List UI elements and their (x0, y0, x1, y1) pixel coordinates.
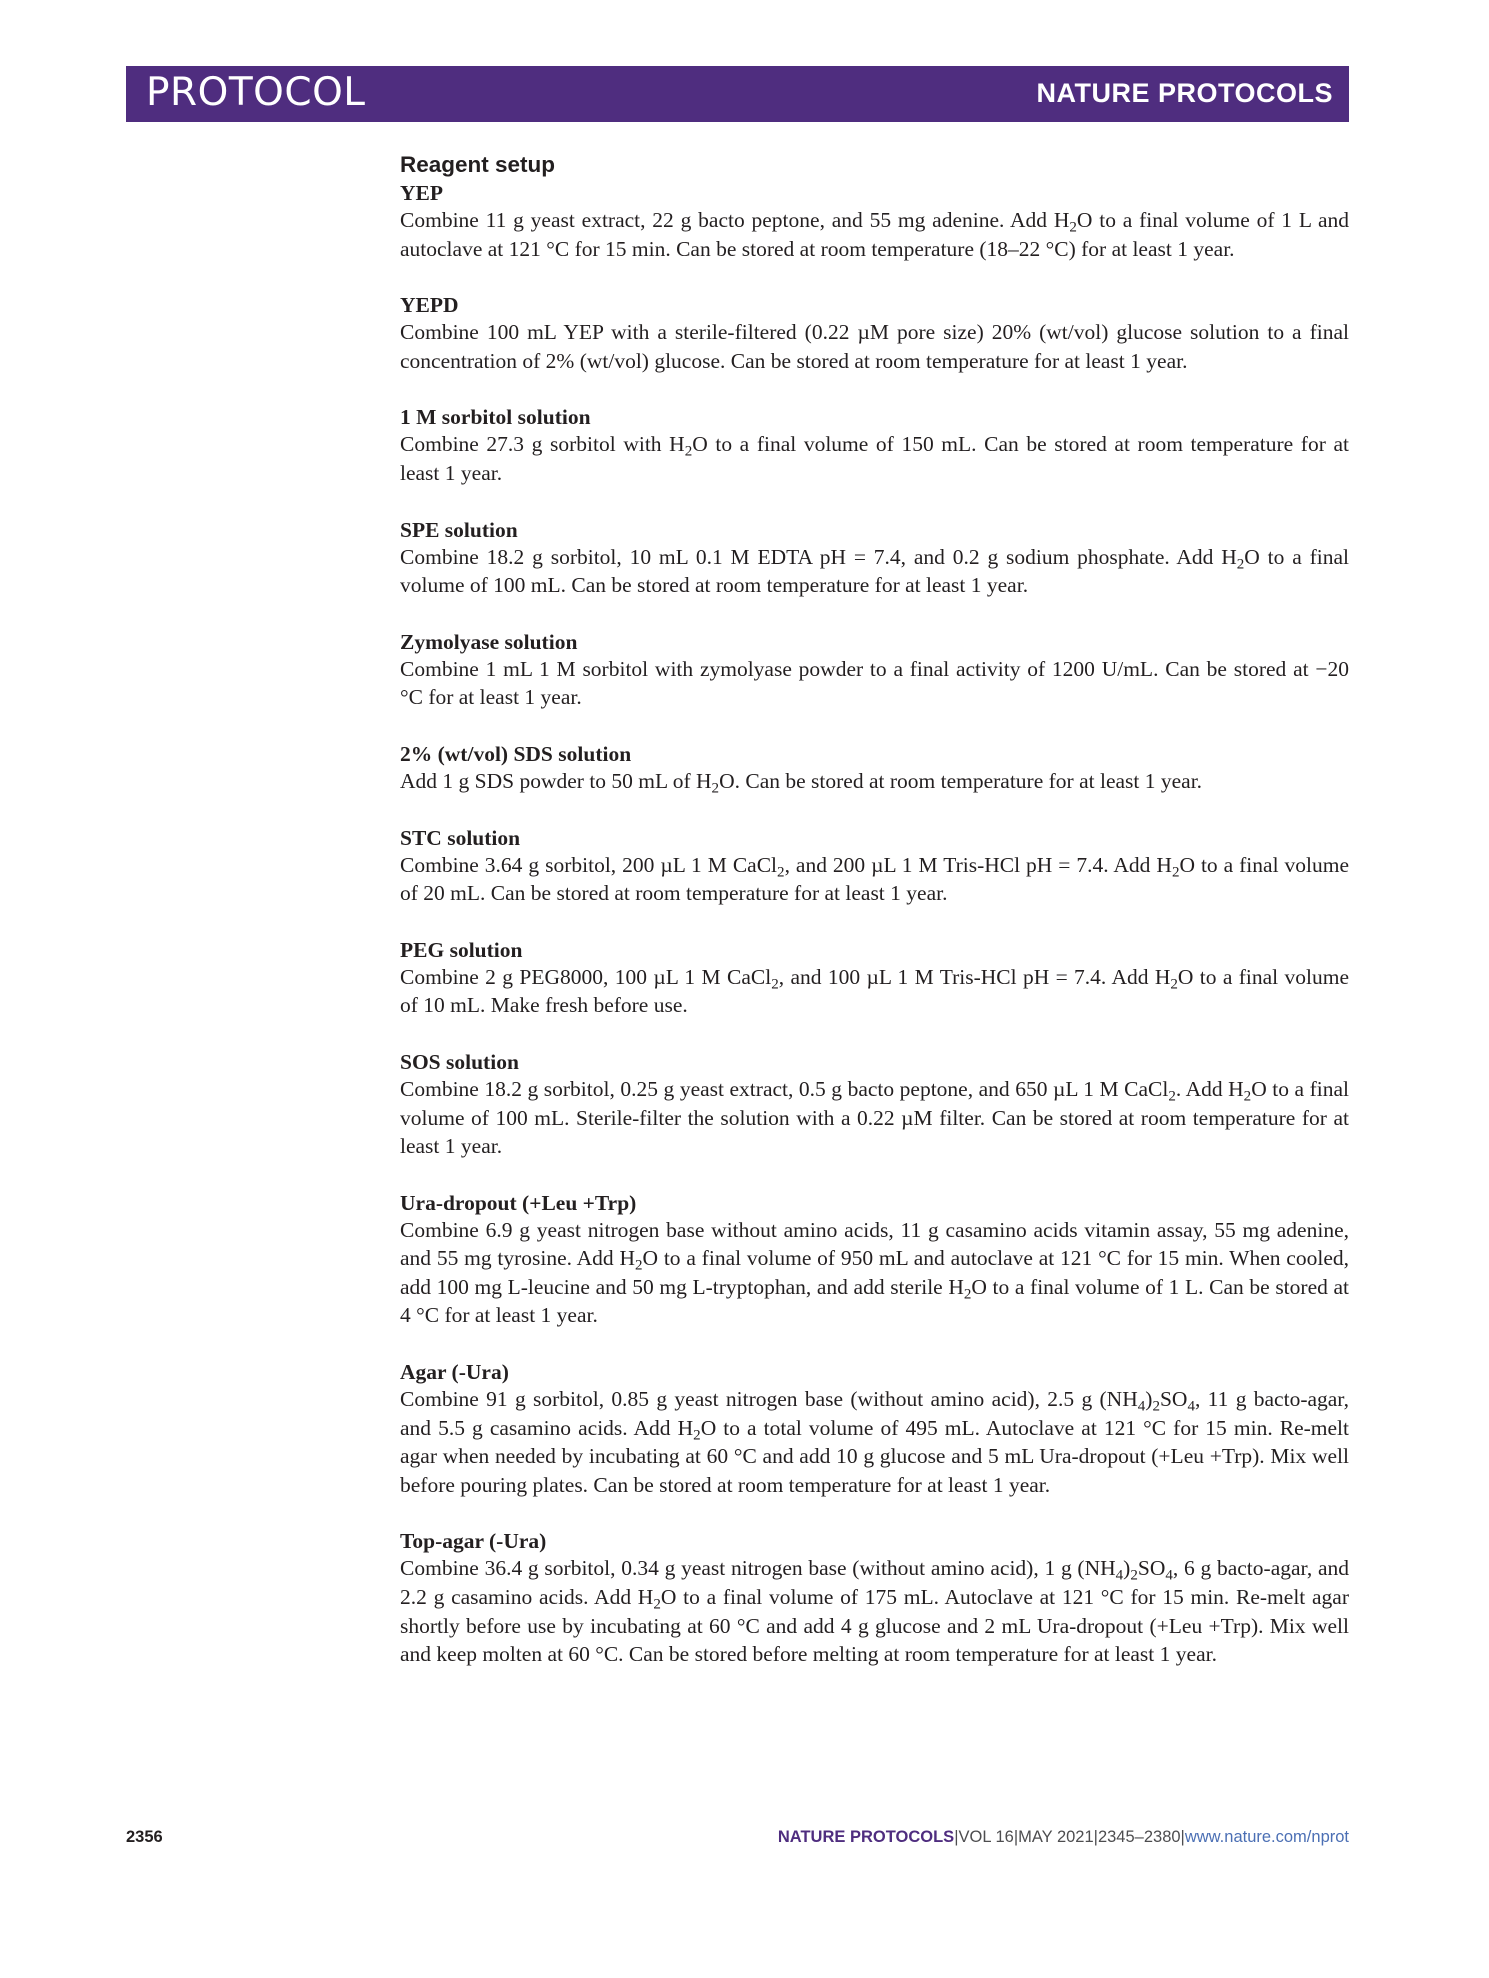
reagent-description: Add 1 g SDS powder to 50 mL of $H_2O$. Can be stored at room temperature for at least 1 year. (400, 768, 1203, 797)
reagent-item (400, 1190, 1349, 1330)
page-number: 2356 (126, 1828, 163, 1846)
reagent-title: SOS solution (400, 1049, 519, 1074)
reagent-item (400, 629, 1349, 712)
reagent-title: Ura-dropout (+Leu +Trp) (400, 1190, 637, 1215)
section-label: PROTOCOL (146, 70, 366, 115)
reagent-description: Combine 11 g yeast extract, 22 g bacto peptone, and 55 mg adenine. Add $H_2O$ to a final volume of 1 L and autoclave at 121 °C for 15 min. Can be stored at room temperature (18–22 °C) for at least 1 year. (400, 208, 1349, 261)
reagent-title: YEPD (400, 293, 459, 318)
reagent-title: PEG solution (400, 937, 523, 962)
footer-url-link[interactable]: www.nature.com/nprot (1184, 1828, 1349, 1846)
reagent-description: Combine 18.2 g sorbitol, 10 mL 0.1 M EDTA pH = 7.4, and 0.2 g sodium phosphate. Add $H_2O$ to a final volume of 100 mL. Can be stored at room temperature for at least 1 year. (400, 544, 1349, 598)
reagent-title: SPE solution (400, 517, 518, 542)
reagent-setup-section (400, 150, 1349, 1698)
reagent-item (400, 517, 1349, 600)
footer-pages: 2345–2380 (1097, 1828, 1181, 1846)
reagent-list (400, 180, 1349, 1669)
reagent-item (400, 404, 1349, 487)
journal-title: NATURE PROTOCOLS (1036, 78, 1333, 108)
reagent-item (400, 937, 1349, 1020)
reagent-description: Combine 18.2 g sorbitol, 0.25 g yeast extract, 0.5 g bacto peptone, and 650 µL 1 M CaCl$_2$. Add $H_2O$ to a final volume of 100 mL. Sterile-filter the solution with a 0.22 µM filter. Can be stored at room temperature for at least 1 year. (400, 1076, 1349, 1159)
reagent-item (400, 292, 1349, 375)
reagent-title: 1 M sorbitol solution (400, 405, 591, 430)
reagent-description: Combine 2 g PEG8000, 100 µL 1 M CaCl$_2$, and 100 µL 1 M Tris-HCl pH = 7.4. Add $H_2O$ to a final volume of 10 mL. Make fresh before use. (400, 964, 1350, 1018)
reagent-title: YEP (400, 181, 443, 205)
reagent-title: Agar (-Ura) (400, 1360, 509, 1385)
reagent-description: Combine 91 g sorbitol, 0.85 g yeast nitrogen base (without amino acid), 2.5 g $(NH_4)_2SO_4$, 11 g bacto-agar, and 5.5 g casamino acids. Add $H_2O$ to a total volume of 495 mL. Autoclave at 121 °C for 15 min. Re-melt agar when needed by incubating at 60 °C and add 10 g glucose and 5 mL Ura-dropout (+Leu +Trp). Mix well before pouring plates. Can be stored at room temperature for at least 1 year. (400, 1387, 1350, 1497)
reagent-description: Combine 36.4 g sorbitol, 0.34 g yeast nitrogen base (without amino acid), 1 g $(NH_4)_2SO_4$, 6 g bacto-agar, and 2.2 g casamino acids. Add $H_2O$ to a final volume of 175 mL. Autoclave at 121 °C for 15 min. Re-melt agar shortly before use by incubating at 60 °C and add 4 g glucose and 2 mL Ura-dropout (+Leu +Trp). Mix well and keep molten at 60 °C. Can be stored before melting at room temperature for at least 1 year. (400, 1556, 1349, 1667)
header-banner (126, 66, 1349, 122)
reagent-title: Top-agar (-Ura) (400, 1529, 547, 1554)
footer-volume: VOL 16 (958, 1828, 1014, 1846)
reagent-description: Combine 1 mL 1 M sorbitol with zymolyase powder to a final activity of 1200 U/mL. Can be stored at −20 °C for at least 1 year. (400, 656, 1349, 710)
reagent-item (400, 825, 1349, 908)
reagent-item (400, 1049, 1349, 1161)
section-heading: Reagent setup (400, 152, 556, 177)
reagent-item (400, 741, 1349, 796)
journal-citation: NATURE PROTOCOLS|VOL 16|MAY 2021|2345–2380|www.nature.com/nprot (777, 1828, 1349, 1846)
reagent-description: Combine 3.64 g sorbitol, 200 µL 1 M CaCl$_2$, and 200 µL 1 M Tris-HCl pH = 7.4. Add $H_2O$ to a final volume of 20 mL. Can be stored at room temperature for at least 1 year. (400, 852, 1350, 906)
page-footer (126, 1828, 1349, 1858)
reagent-description: Combine 6.9 g yeast nitrogen base without amino acids, 11 g casamino acids vitamin assay, 55 mg adenine, and 55 mg tyrosine. Add $H_2O$ to a final volume of 950 mL and autoclave at 121 °C for 15 min. When cooled, add 100 mg L-leucine and 50 mg L-tryptophan, and add sterile $H_2O$ to a final volume of 1 L. Can be stored at 4 °C for at least 1 year. (400, 1217, 1349, 1328)
reagent-item (400, 1528, 1349, 1668)
reagent-item (400, 180, 1349, 263)
reagent-description: Combine 27.3 g sorbitol with $H_2O$ to a final volume of 150 mL. Can be stored at room temperature for at least 1 year. (400, 432, 1349, 485)
footer-date: MAY 2021 (1018, 1828, 1094, 1846)
reagent-title: STC solution (400, 825, 521, 850)
reagent-description: Combine 100 mL YEP with a sterile-filtered (0.22 µM pore size) 20% (wt/vol) glucose solution to a final concentration of 2% (wt/vol) glucose. Can be stored at room temperature for at least 1 year. (400, 320, 1349, 373)
footer-journal-name: NATURE PROTOCOLS (777, 1828, 955, 1846)
reagent-item (400, 1359, 1349, 1499)
reagent-title: Zymolyase solution (400, 629, 578, 654)
reagent-title: 2% (wt/vol) SDS solution (400, 741, 632, 766)
